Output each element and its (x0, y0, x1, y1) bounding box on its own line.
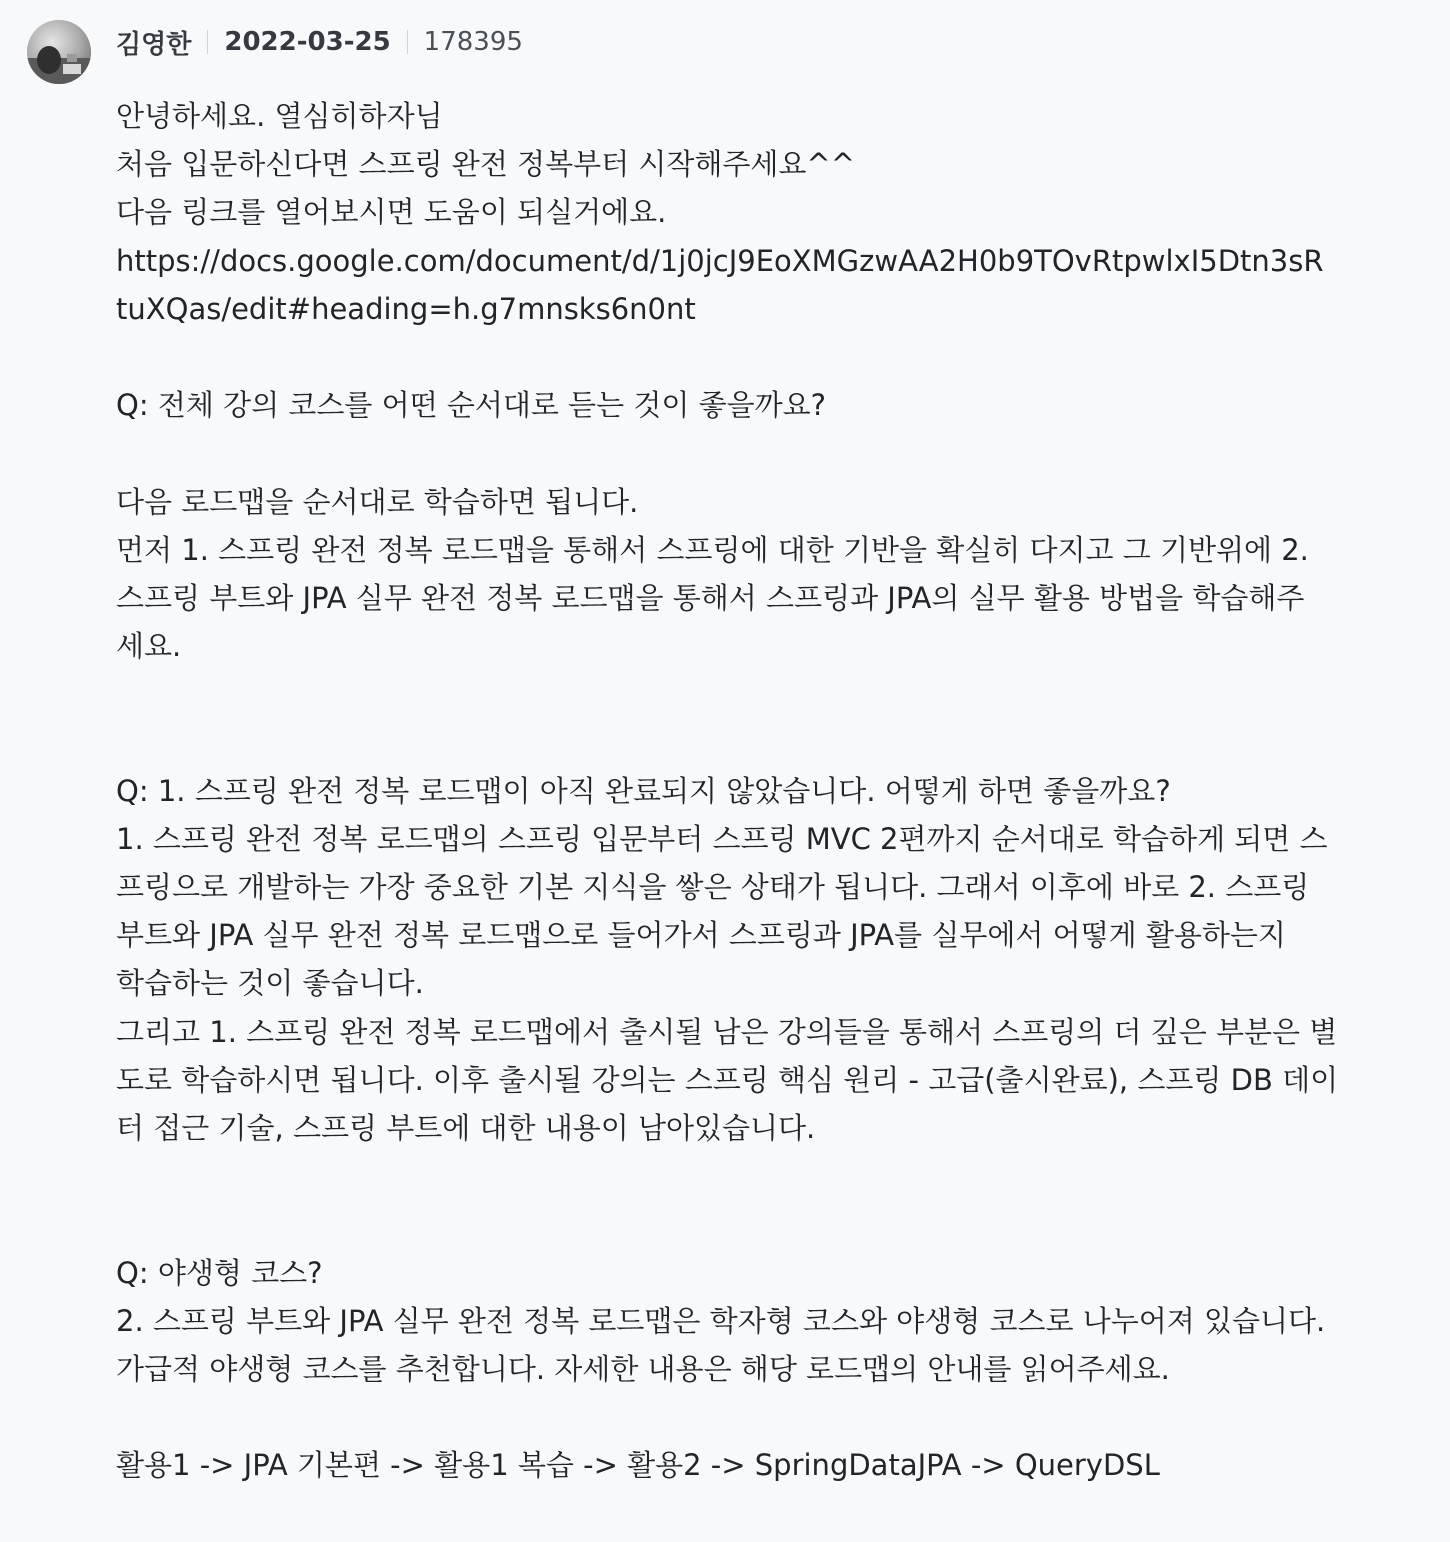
answer-text: 다음 로드맵을 순서대로 학습하면 됩니다. (116, 484, 639, 519)
answer-text: 2. 스프링 부트와 JPA 실무 완전 정복 로드맵은 학자형 코스와 야생형 코스로 나누어져 있습니다. (116, 1303, 1326, 1338)
answer-text: 터 접근 기술, 스프링 부트에 대한 내용이 남아있습니다. (116, 1110, 816, 1145)
greeting-text: 안녕하세요. 열심히하자님 (116, 99, 443, 133)
answer-text: 그리고 1. 스프링 완전 정복 로드맵에서 출시될 남은 강의들을 통해서 스프링의 더 깊은 부분은 별 (116, 1014, 1338, 1049)
blank-line (116, 718, 1416, 766)
blank-line (116, 670, 1416, 718)
answer-text: 학습하는 것이 좋습니다. (116, 966, 424, 1001)
blank-line (116, 429, 1416, 477)
comment-header (116, 22, 523, 62)
answer-text: 세요. (116, 629, 182, 664)
avatar-photo-icon (27, 20, 91, 84)
answer-text: 먼저 1. 스프링 완전 정복 로드맵을 통해서 스프링에 대한 기반을 확실히 다지고 그 기반위에 2. (116, 532, 1309, 567)
question-text: Q: 1. 스프링 완전 정복 로드맵이 아직 완료되지 않았습니다. 어떻게 하면 좋을까요? (116, 773, 1171, 808)
comment-body (116, 92, 1416, 1489)
question-text: Q: 야생형 코스? (116, 1255, 323, 1290)
intro-text: 다음 링크를 열어보시면 도움이 되실거에요. (116, 195, 667, 230)
doc-link[interactable]: https://docs.google.com/document/d/1j0jcJ9EoXMGzwAA2H0b9TOvRtpwlxI5Dtn3sR (116, 243, 1324, 278)
answer-text: 부트와 JPA 실무 완전 정복 로드맵으로 들어가서 스프링과 JPA를 실무에서 어떻게 활용하는지 (116, 918, 1286, 953)
divider (407, 30, 408, 54)
divider (207, 30, 208, 54)
blank-line (116, 1393, 1416, 1441)
course-path-text: 활용1 -> JPA 기본편 -> 활용1 복습 -> 활용2 -> SpringDataJPA -> QueryDSL (116, 1448, 1160, 1483)
answer-text: 프링으로 개발하는 가장 중요한 기본 지식을 쌓은 상태가 됩니다. 그래서 이후에 바로 2. 스프링 (116, 870, 1310, 904)
user-avatar[interactable] (27, 20, 91, 84)
blank-line (116, 1200, 1416, 1248)
intro-text: 처음 입문하신다면 스프링 완전 정복부터 시작해주세요^^ (116, 147, 856, 182)
answer-text: 스프링 부트와 JPA 실무 완전 정복 로드맵을 통해서 스프링과 JPA의 실무 활용 방법을 학습해주 (116, 580, 1305, 615)
doc-link[interactable]: tuXQas/edit#heading=h.g7mnsks6n0nt (116, 291, 696, 326)
author-name[interactable]: 김영한 (116, 29, 192, 60)
question-text: Q: 전체 강의 코스를 어떤 순서대로 듣는 것이 좋을까요? (116, 388, 827, 423)
view-count: 178395 (423, 27, 523, 57)
answer-text: 도로 학습하시면 됩니다. 이후 출시될 강의는 스프링 핵심 원리 - 고급(출시완료), 스프링 DB 데이 (116, 1062, 1339, 1097)
answer-text: 1. 스프링 완전 정복 로드맵의 스프링 입문부터 스프링 MVC 2편까지 순서대로 학습하게 되면 스 (116, 821, 1328, 856)
blank-line (116, 333, 1416, 381)
comment-date: 2022-03-25 (224, 27, 391, 57)
answer-text: 가급적 야생형 코스를 추천합니다. 자세한 내용은 해당 로드맵의 안내를 읽어주세요. (116, 1351, 1170, 1386)
blank-line (116, 1152, 1416, 1200)
